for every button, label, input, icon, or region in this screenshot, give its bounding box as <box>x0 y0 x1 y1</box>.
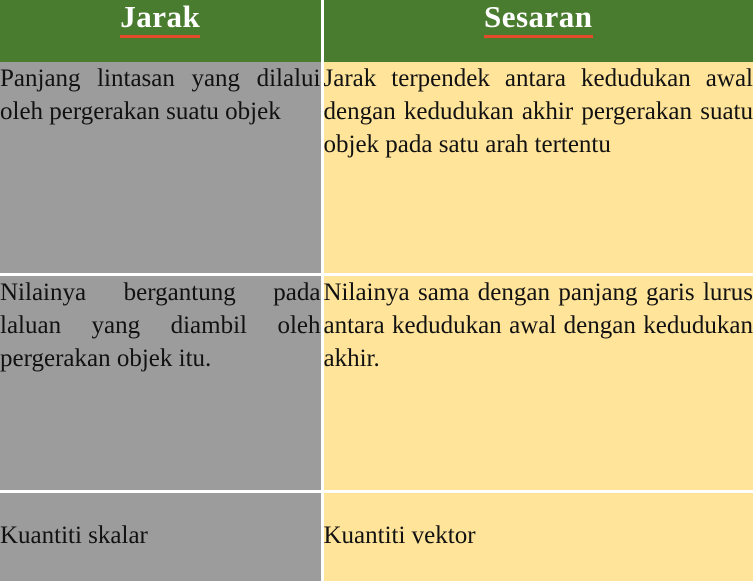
table-row <box>0 275 753 491</box>
cell-sesaran-dependency <box>322 275 753 491</box>
cell-sesaran-definition-text: Jarak terpendek antara kedudukan awal dengan kedudukan akhir pergerakan suatu objek pada satu arah tertentu <box>323 65 753 158</box>
table-row <box>0 491 753 581</box>
cell-jarak-dependency <box>0 275 322 491</box>
cell-jarak-quantity <box>0 491 322 581</box>
cell-jarak-quantity-text: Kuantiti skalar <box>0 521 148 549</box>
column-header-sesaran <box>322 0 753 62</box>
cell-jarak-dependency-text: Nilainya bergantung pada laluan yang diambil oleh pergerakan objek itu. <box>0 279 321 373</box>
column-header-sesaran-label: Sesaran <box>484 0 593 38</box>
column-header-jarak <box>0 0 322 62</box>
cell-sesaran-dependency-text: Nilainya sama dengan panjang garis lurus antara kedudukan awal dengan kedudukan akhir. <box>323 279 753 373</box>
cell-sesaran-quantity <box>322 491 753 581</box>
table-header-row <box>0 0 753 62</box>
column-header-jarak-label: Jarak <box>120 0 200 38</box>
cell-sesaran-definition <box>322 62 753 275</box>
cell-jarak-definition-text: Panjang lintasan yang dilalui oleh pergerakan suatu objek <box>0 65 321 125</box>
table-header <box>0 0 753 62</box>
cell-sesaran-quantity-text: Kuantiti vektor <box>323 521 476 549</box>
cell-jarak-definition <box>0 62 322 275</box>
table-body <box>0 62 753 581</box>
table-row <box>0 62 753 275</box>
